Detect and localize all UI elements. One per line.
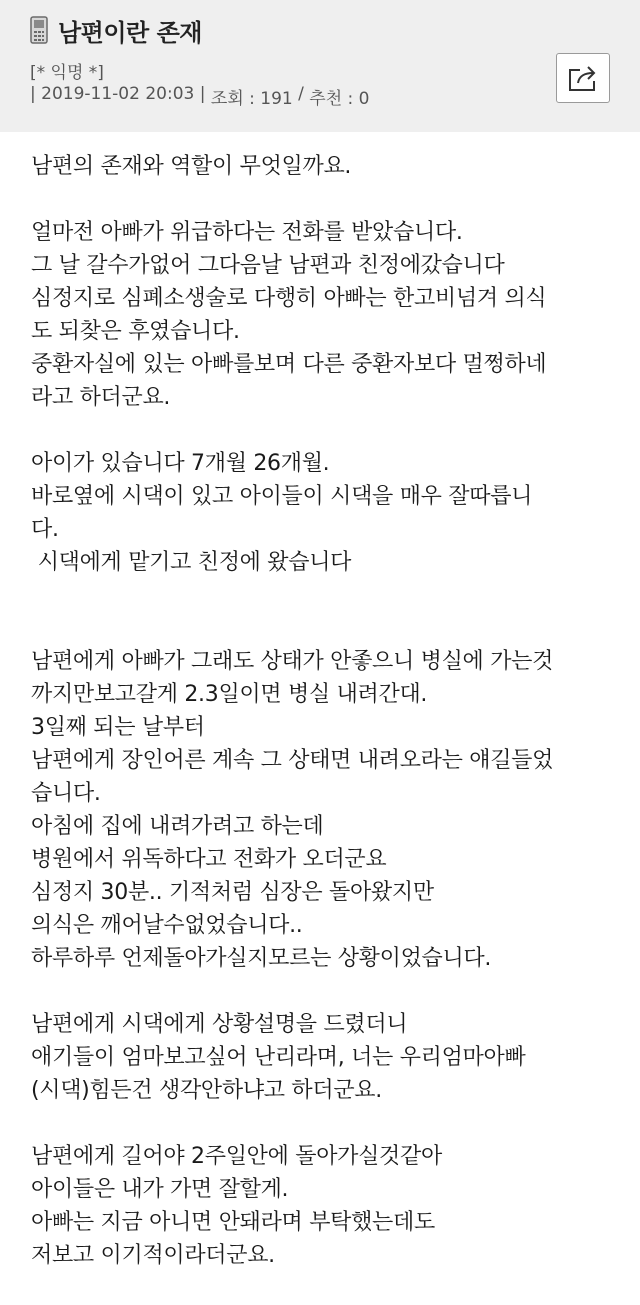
text-line: 그 날 갈수가없어 그다음날 남편과 친정에갔습니다 <box>31 253 505 278</box>
text-line: 다. <box>31 517 59 542</box>
text-line: 아이가 있습니다 7개월 26개월. <box>31 451 330 476</box>
post-title: 남편이란 존재 <box>58 18 202 47</box>
post-body <box>31 150 627 1305</box>
paragraph <box>31 447 627 579</box>
share-icon <box>567 64 599 92</box>
text-line: (시댁)힘든건 생각안하냐고 하더군요. <box>31 1078 382 1103</box>
phone-icon <box>30 16 48 44</box>
text-line: 남편에게 아빠가 그래도 상태가 안좋으니 병실에 가는것 <box>31 649 554 674</box>
text-line: 의식은 깨어날수없었습니다.. <box>31 913 303 938</box>
text-line: 까지만보고갈게 2.3일이면 병실 내려간대. <box>31 682 428 707</box>
post-author: [* 익명 *] <box>30 63 104 83</box>
text-line: 아이들은 내가 가면 잘할게. <box>31 1177 289 1202</box>
text-line: 저보고 이기적이라더군요. <box>31 1243 275 1268</box>
meta-separator: | <box>30 84 42 104</box>
text-line: 심정지 30분.. 기적처럼 심장은 돌아왔지만 <box>31 880 434 905</box>
view-count: 조회 : 191 <box>210 89 293 109</box>
share-button[interactable] <box>556 53 610 103</box>
text-line: 아빠는 지금 아니면 안돼라며 부탁했는데도 <box>31 1210 435 1235</box>
meta-separator: | <box>194 84 211 104</box>
title-row <box>30 14 202 46</box>
text-line: 남편에게 길어야 2주일안에 돌아가실것같아 <box>31 1144 442 1169</box>
text-line: 3일째 되는 날부터 <box>31 715 205 740</box>
paragraph <box>31 150 627 183</box>
text-line: 병원에서 위독하다고 전화가 오더군요 <box>31 847 387 872</box>
text-line: 애기들이 엄마보고싶어 난리라며, 너는 우리엄마아빠 <box>31 1045 526 1070</box>
text-line: 남편의 존재와 역할이 무엇일까요. <box>31 154 352 179</box>
paragraph <box>31 216 627 414</box>
text-line: 얼마전 아빠가 위급하다는 전화를 받았습니다. <box>31 220 463 245</box>
text-line: 바로옆에 시댁이 있고 아이들이 시댁을 매우 잘따릅니 <box>31 484 533 509</box>
text-line: 시댁에게 맡기고 친정에 왔습니다 <box>31 550 352 575</box>
text-line: 아침에 집에 내려가려고 하는데 <box>31 814 324 839</box>
meta-separator: / <box>292 84 310 104</box>
text-line: 남편에게 장인어른 계속 그 상태면 내려오라는 얘길들었 <box>31 748 554 773</box>
text-line: 도 되찾은 후였습니다. <box>31 319 240 344</box>
text-line: 남편에게 시댁에게 상황설명을 드렸더니 <box>31 1012 408 1037</box>
text-line: 중환자실에 있는 아빠를보며 다른 중환자보다 멀쩡하네 <box>31 352 547 377</box>
text-line: 라고 하더군요. <box>31 385 171 410</box>
text-line: 심정지로 심폐소생술로 다행히 아빠는 한고비넘겨 의식 <box>31 286 547 311</box>
paragraph <box>31 1140 627 1272</box>
text-line: 습니다. <box>31 781 101 806</box>
post-meta <box>30 84 369 109</box>
paragraph <box>31 645 627 975</box>
post-header <box>0 0 640 132</box>
paragraph <box>31 1008 627 1107</box>
post-date: 2019-11-02 20:03 <box>41 84 195 104</box>
recommend-count: 추천 : 0 <box>309 89 370 109</box>
text-line: 하루하루 언제돌아가실지모르는 상황이었습니다. <box>31 946 492 971</box>
